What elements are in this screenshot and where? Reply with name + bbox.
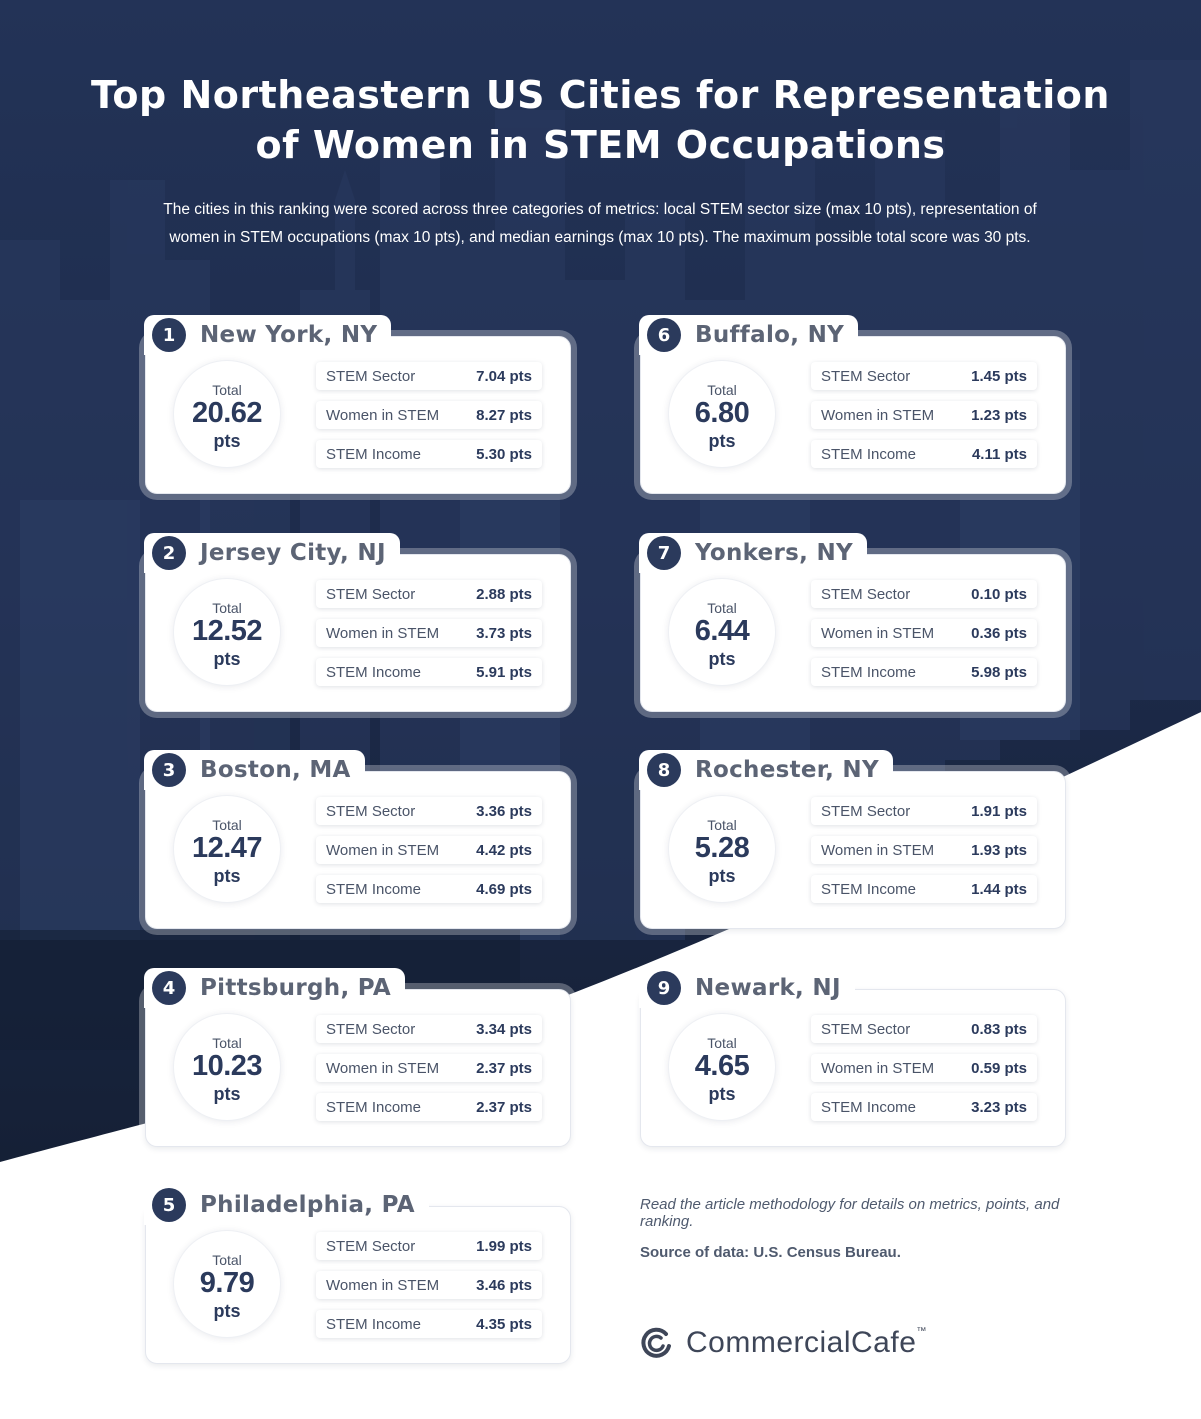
metric-value: 3.34 pts	[476, 1020, 532, 1038]
total-unit: pts	[213, 1301, 241, 1321]
total-label: Total	[707, 382, 737, 398]
metric-stem-income	[316, 1093, 542, 1121]
metric-stem-income	[811, 875, 1037, 903]
city-card-3	[145, 757, 571, 929]
total-unit: pts	[213, 866, 241, 886]
city-name: Yonkers, NY	[695, 540, 853, 566]
city-card-header	[144, 315, 391, 355]
total-label: Total	[707, 600, 737, 616]
metric-value: 0.36 pts	[971, 624, 1027, 642]
total-unit: pts	[708, 1084, 736, 1104]
page-title	[0, 70, 1201, 170]
metric-value: 5.98 pts	[971, 663, 1027, 681]
metric-label: STEM Income	[326, 1315, 422, 1333]
metric-women-in-stem	[316, 619, 542, 647]
city-card-1	[145, 322, 571, 494]
title-line-2: of Women in STEM Occupations	[255, 123, 946, 167]
metric-stem-income	[811, 658, 1037, 686]
metric-value: 1.44 pts	[971, 880, 1027, 898]
total-score-circle	[174, 579, 280, 685]
total-score-circle	[174, 796, 280, 902]
metric-label: STEM Income	[326, 1098, 422, 1116]
metric-value: 0.59 pts	[971, 1059, 1027, 1077]
data-source: Source of data: U.S. Census Bureau.	[640, 1244, 901, 1261]
city-card-8	[640, 757, 1066, 929]
metric-label: Women in STEM	[821, 624, 935, 642]
city-name: Rochester, NY	[695, 757, 879, 783]
metric-value: 4.11 pts	[971, 445, 1027, 463]
total-label: Total	[212, 1035, 242, 1051]
rank-badge: 8	[647, 753, 681, 787]
total-label: Total	[212, 382, 242, 398]
metric-label: Women in STEM	[821, 841, 935, 859]
metric-label: STEM Income	[326, 445, 422, 463]
metric-value: 8.27 pts	[476, 406, 532, 424]
city-name: Jersey City, NJ	[200, 540, 386, 566]
metric-label: Women in STEM	[326, 1276, 440, 1294]
commercialcafe-logo-icon	[640, 1326, 674, 1360]
city-name: Buffalo, NY	[695, 322, 845, 348]
methodology-note: Read the article methodology for details on metrics, points, and ranking.	[640, 1196, 1060, 1230]
metric-label: STEM Sector	[821, 802, 911, 820]
metric-value: 4.35 pts	[476, 1315, 532, 1333]
metric-stem-sector	[316, 797, 542, 825]
metric-label: STEM Sector	[326, 1020, 416, 1038]
city-name: Newark, NJ	[695, 975, 841, 1001]
city-card-header	[144, 533, 400, 573]
metric-women-in-stem	[316, 1271, 542, 1299]
rank-badge: 6	[647, 318, 681, 352]
city-name: Boston, MA	[200, 757, 351, 783]
metric-value: 5.30 pts	[476, 445, 532, 463]
rank-badge: 7	[647, 536, 681, 570]
total-unit: pts	[213, 1084, 241, 1104]
metric-value: 0.83 pts	[971, 1020, 1027, 1038]
metric-value: 3.36 pts	[476, 802, 532, 820]
total-score-circle	[669, 1014, 775, 1120]
metric-value: 0.10 pts	[971, 585, 1027, 603]
metric-value: 3.46 pts	[476, 1276, 532, 1294]
subtitle-line-1: The cities in this ranking were scored across three categories of metrics: local STEM sector size (max 10 pts), representation of	[163, 201, 1037, 218]
total-score-circle	[669, 579, 775, 685]
rank-badge: 3	[152, 753, 186, 787]
metric-label: Women in STEM	[326, 841, 440, 859]
total-value: 12.52	[191, 615, 263, 647]
metric-stem-sector	[811, 797, 1037, 825]
total-value: 10.23	[191, 1050, 263, 1082]
metric-label: STEM Income	[821, 880, 917, 898]
metric-stem-income	[316, 875, 542, 903]
city-card-header	[639, 533, 867, 573]
total-value: 12.47	[191, 832, 263, 864]
rank-badge: 4	[152, 971, 186, 1005]
metric-label: Women in STEM	[821, 406, 935, 424]
metric-women-in-stem	[316, 401, 542, 429]
total-unit: pts	[213, 649, 241, 669]
brand-logo	[640, 1326, 926, 1360]
city-card-header	[144, 750, 365, 790]
metric-stem-sector	[811, 1015, 1037, 1043]
metric-value: 4.42 pts	[476, 841, 532, 859]
city-card-header	[639, 315, 858, 355]
metric-label: STEM Income	[326, 663, 422, 681]
rank-badge: 2	[152, 536, 186, 570]
metric-value: 1.23 pts	[971, 406, 1027, 424]
total-value: 5.28	[694, 832, 750, 864]
metric-value: 5.91 pts	[476, 663, 532, 681]
metric-stem-sector	[811, 362, 1037, 390]
metric-stem-sector	[316, 362, 542, 390]
subtitle-line-2: women in STEM occupations (max 10 pts), and median earnings (max 10 pts). The maximum possible total score was 30 pts.	[169, 229, 1031, 246]
total-score-circle	[669, 796, 775, 902]
page-subtitle	[100, 196, 1100, 252]
metric-value: 3.73 pts	[476, 624, 532, 642]
rank-badge: 5	[152, 1188, 186, 1222]
metric-women-in-stem	[811, 836, 1037, 864]
city-card-header	[639, 968, 855, 1008]
city-card-2	[145, 540, 571, 712]
total-value: 4.65	[694, 1050, 750, 1082]
brand-name: CommercialCafe	[686, 1326, 917, 1359]
total-score-circle	[669, 361, 775, 467]
metric-women-in-stem	[811, 1054, 1037, 1082]
brand-trademark: ™	[916, 1325, 927, 1337]
total-value: 6.44	[694, 615, 750, 647]
total-label: Total	[212, 817, 242, 833]
metric-women-in-stem	[316, 836, 542, 864]
metric-label: STEM Income	[821, 445, 917, 463]
metric-label: STEM Sector	[326, 802, 416, 820]
metric-stem-income	[316, 1310, 542, 1338]
city-name: Pittsburgh, PA	[200, 975, 391, 1001]
metric-stem-income	[316, 440, 542, 468]
total-label: Total	[707, 817, 737, 833]
metric-label: Women in STEM	[326, 1059, 440, 1077]
metric-label: Women in STEM	[326, 406, 440, 424]
city-name: Philadelphia, PA	[200, 1192, 415, 1218]
metric-stem-income	[811, 1093, 1037, 1121]
metric-women-in-stem	[811, 401, 1037, 429]
rank-badge: 1	[152, 318, 186, 352]
city-name: New York, NY	[200, 322, 378, 348]
total-label: Total	[707, 1035, 737, 1051]
metric-label: STEM Income	[821, 663, 917, 681]
metric-label: Women in STEM	[821, 1059, 935, 1077]
total-value: 20.62	[191, 397, 263, 429]
metric-value: 2.88 pts	[476, 585, 532, 603]
city-card-6	[640, 322, 1066, 494]
metric-label: STEM Sector	[326, 585, 416, 603]
metric-label: STEM Sector	[326, 1237, 416, 1255]
metric-label: STEM Sector	[821, 1020, 911, 1038]
metric-label: STEM Income	[326, 880, 422, 898]
total-unit: pts	[708, 649, 736, 669]
city-card-9	[640, 975, 1066, 1147]
metric-stem-income	[316, 658, 542, 686]
metric-stem-sector	[316, 1015, 542, 1043]
total-unit: pts	[708, 431, 736, 451]
metric-label: STEM Income	[821, 1098, 917, 1116]
rank-badge: 9	[647, 971, 681, 1005]
metric-label: STEM Sector	[821, 367, 911, 385]
total-unit: pts	[708, 866, 736, 886]
total-score-circle	[174, 361, 280, 467]
metric-value: 2.37 pts	[476, 1098, 532, 1116]
metric-label: STEM Sector	[821, 585, 911, 603]
metric-value: 3.23 pts	[971, 1098, 1027, 1116]
total-score-circle	[174, 1014, 280, 1120]
metric-value: 4.69 pts	[476, 880, 532, 898]
total-label: Total	[212, 600, 242, 616]
total-unit: pts	[213, 431, 241, 451]
metric-stem-sector	[316, 1232, 542, 1260]
title-line-1: Top Northeastern US Cities for Representation	[91, 73, 1110, 117]
city-card-7	[640, 540, 1066, 712]
total-label: Total	[212, 1252, 242, 1268]
metric-value: 2.37 pts	[476, 1059, 532, 1077]
metric-value: 1.91 pts	[971, 802, 1027, 820]
total-value: 6.80	[694, 397, 750, 429]
total-score-circle	[174, 1231, 280, 1337]
city-card-header	[144, 968, 405, 1008]
metric-stem-sector	[811, 580, 1037, 608]
metric-stem-sector	[316, 580, 542, 608]
total-value: 9.79	[199, 1267, 255, 1299]
city-card-4	[145, 975, 571, 1147]
metric-value: 7.04 pts	[476, 367, 532, 385]
metric-value: 1.99 pts	[476, 1237, 532, 1255]
metric-women-in-stem	[811, 619, 1037, 647]
city-card-5	[145, 1192, 571, 1364]
metric-women-in-stem	[316, 1054, 542, 1082]
metric-value: 1.93 pts	[971, 841, 1027, 859]
metric-value: 1.45 pts	[971, 367, 1027, 385]
metric-label: Women in STEM	[326, 624, 440, 642]
city-card-header	[639, 750, 893, 790]
metric-stem-income	[811, 440, 1037, 468]
metric-label: STEM Sector	[326, 367, 416, 385]
city-card-header	[144, 1185, 429, 1225]
